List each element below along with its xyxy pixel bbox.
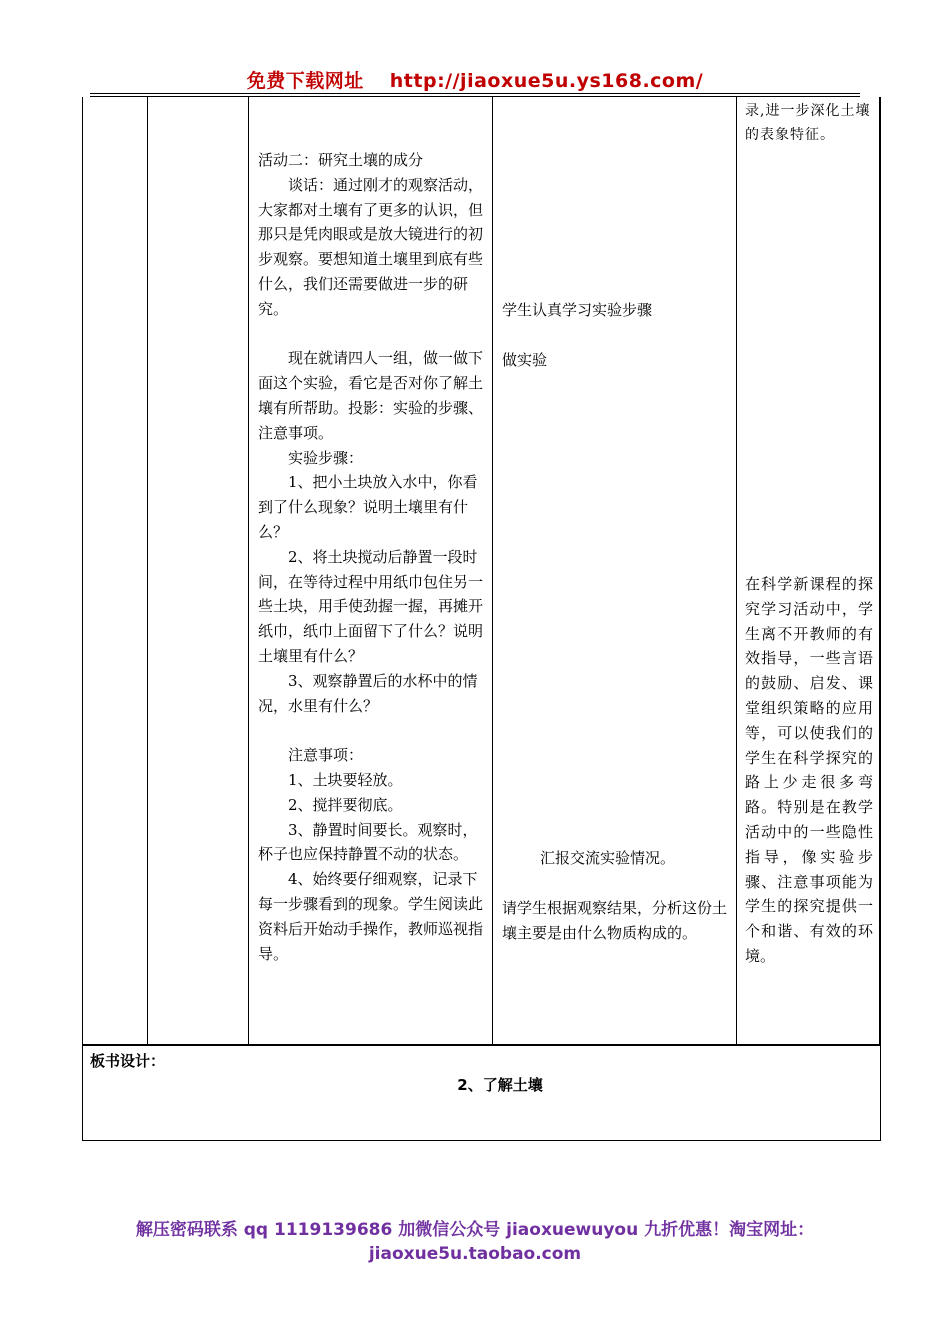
column-divider-2 (248, 97, 249, 1045)
activity-paragraph: 2、将土块搅动后静置一段时间，在等待过程中用纸巾包住另一些土块，用手使劲握一握，再摊开纸巾，纸巾上面留下了什么？说明土壤里有什么？ (258, 547, 484, 665)
header-url-link[interactable]: http://jiaoxue5u.ys168.com/ (389, 70, 704, 92)
footer-promo (0, 1218, 950, 1266)
table-border-right (879, 97, 881, 1045)
activity-blank-line (258, 718, 486, 743)
activity-paragraph: 4、始终要仔细观察，记录下每一步骤看到的现象。学生阅读此资料后开始动手操作，教师巡视指导。 (258, 870, 484, 963)
activity-paragraph: 3、静置时间要长。观察时，杯子也应保持静置不动的状态。 (258, 820, 478, 864)
header-banner (0, 66, 950, 93)
activity-paragraph: 注意事项： (288, 746, 364, 765)
activity-paragraph: 3、观察静置后的水杯中的情况，水里有什么？ (258, 671, 478, 715)
notes-top: 录,进一步深化土壤的表象特征。 (745, 103, 871, 143)
activity-paragraph: 1、土块要轻放。 (288, 770, 403, 789)
table-border-bottom (82, 1140, 881, 1141)
footer-line-2[interactable]: jiaoxue5u.taobao.com (368, 1244, 582, 1264)
notes-reflection: 在科学新课程的探究学习活动中，学生离不开教师的有效指导，一些言语的鼓励、启发、课堂组织策略的应用等，可以使我们的学生在科学探究的路上少走很多弯路。特别是在教学活动中的一些隐性指导，像实验步骤、注意事项能为学生的探究提供一个和谐、有效的环境。 (745, 575, 873, 965)
header-label: 免费下载网址 (246, 70, 364, 92)
student-study-steps: 学生认真学习实验步骤 (502, 301, 653, 319)
activity-paragraph: 2、搅拌要彻底。 (288, 795, 403, 814)
student-report: 汇报交流实验情况。 (540, 849, 676, 867)
column-divider-3 (492, 97, 493, 1045)
footer-line-1: 解压密码联系 qq 1119139686 加微信公众号 jiaoxuewuyou 九折优惠！淘宝网址： (135, 1220, 815, 1240)
activity-paragraph: 实验步骤： (288, 448, 364, 467)
activity-paragraph: 活动二：研究土壤的成分 (258, 151, 424, 169)
student-analyze: 请学生根据观察结果，分析这份土壤主要是由什么物质构成的。 (502, 899, 728, 942)
board-design-content: 2、了解土壤 (457, 1076, 543, 1094)
column-divider-4 (736, 97, 737, 1045)
header-divider-secondary (90, 96, 860, 97)
activity-paragraph: 谈话：通过刚才的观察活动，大家都对土壤有了更多的认识，但那只是凭肉眼或是放大镜进行的初步观察。要想知道土壤里到底有些什么，我们还需要做进一步的研究。 (258, 175, 484, 318)
table-border-left (82, 97, 83, 1141)
activity-blank-line (258, 322, 486, 347)
table-row-divider (82, 1044, 881, 1046)
activity-paragraph: 现在就请四人一组，做一做下面这个实验，看它是否对你了解土壤有所帮助。投影：实验的步骤、注意事项。 (258, 349, 484, 442)
teacher-activity-cell (258, 148, 486, 966)
column-divider-1 (147, 97, 148, 1045)
activity-paragraph: 1、把小土块放入水中，你看到了什么现象？说明土壤里有什么？ (258, 473, 478, 541)
student-do-experiment: 做实验 (502, 351, 548, 369)
board-design-title: 板书设计： (90, 1052, 166, 1070)
header-divider (90, 93, 860, 94)
